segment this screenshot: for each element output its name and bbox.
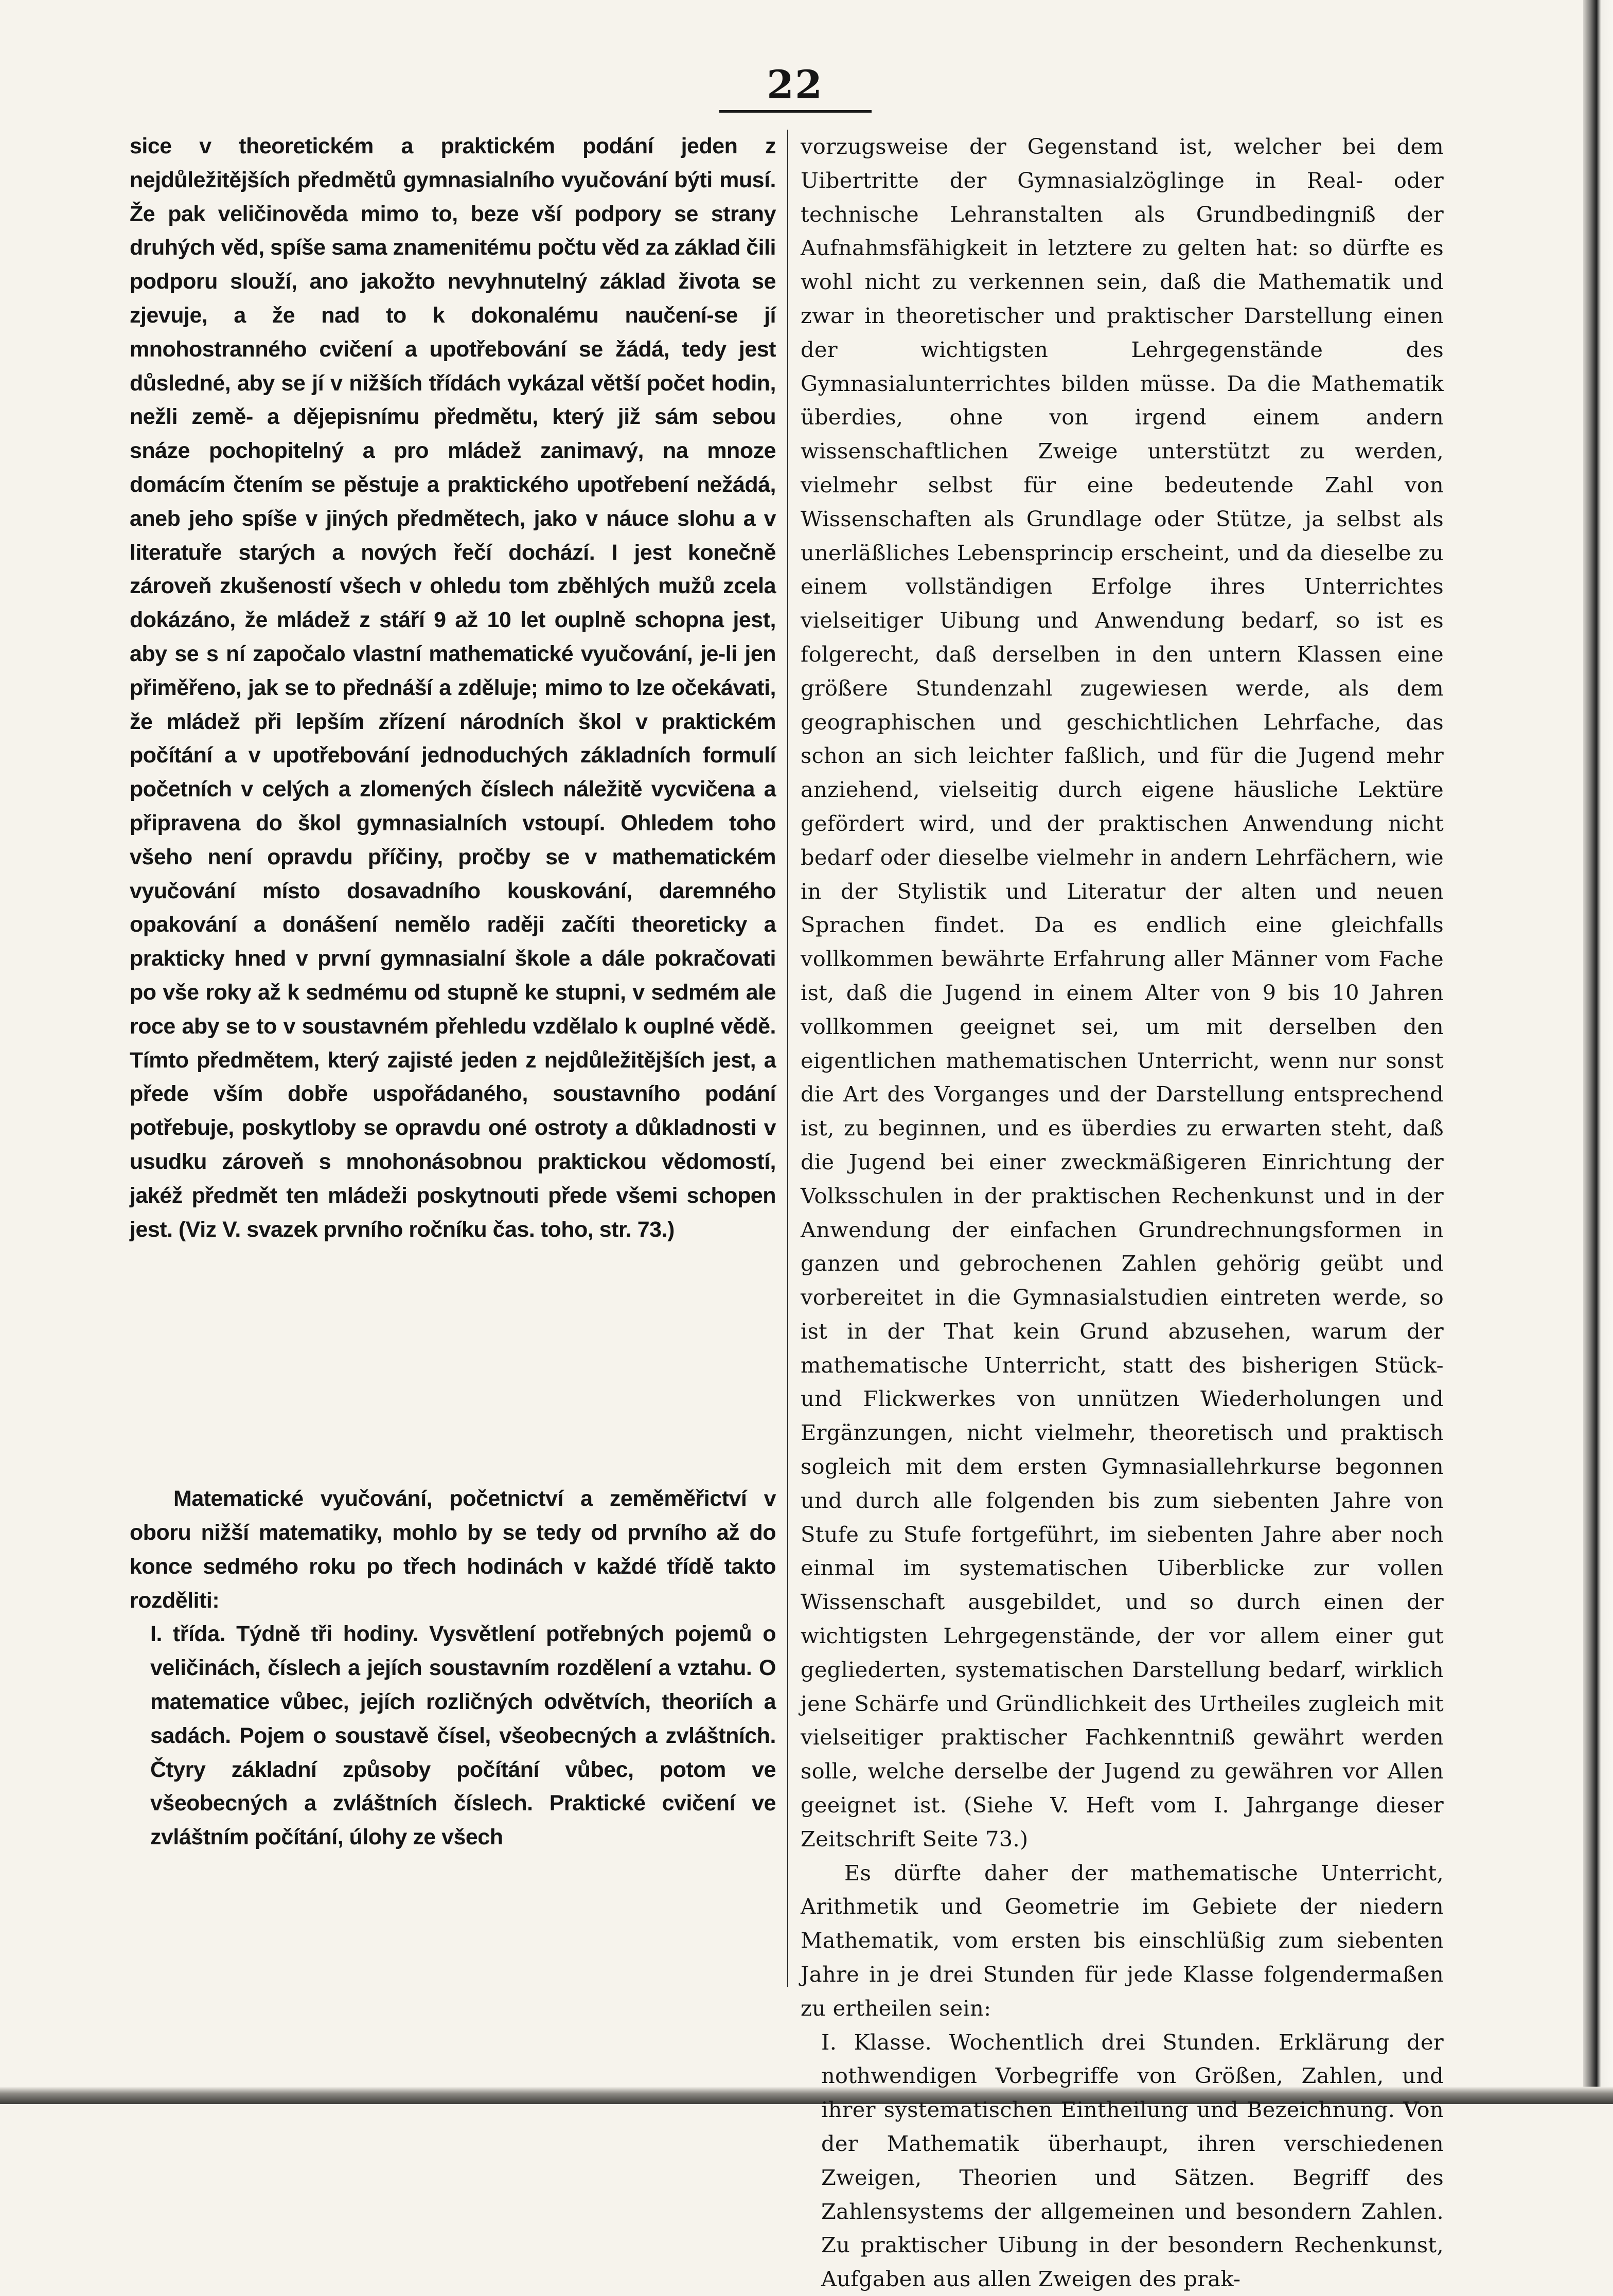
column-divider — [787, 130, 788, 1987]
left-paragraph-3: I. třída. Týdně tři hodiny. Vysvětlení potřebných pojemů o veličinách, číslech a jejích soustavním rozdělení a vztahu. O matematice vůbec, jejích rozličných odvětvích, theoriích a sadách. Pojem o soustavě čísel, všeobecných a zvláštních. Čtyry základní způsoby počítání vůbec, potom ve všeobecných a zvláštních číslech. Praktické cvičení ve zvláštním počítání, úlohy ze všech — [150, 1622, 776, 1850]
right-column-german — [801, 130, 1444, 2296]
page-edge-right — [1583, 0, 1613, 2104]
right-paragraph-2: Es dürfte daher der mathematische Unterricht, Arithmetik und Geometrie im Gebiete der niedern Mathematik, vom ersten bis einschlüßig zum siebenten Jahre in je drei Stunden für jede Klasse folgendermaßen zu ertheilen sein: — [801, 1860, 1444, 2021]
page-number-rule — [719, 110, 872, 113]
left-paragraph-2: Matematické vyučování, početnictví a zeměměřictví v oboru nižší matematiky, mohlo by se tedy od prvního až do konce sedmého roku po třech hodinách v každé třídě takto rozděliti: — [130, 1486, 776, 1613]
right-paragraph-3: I. Klasse. Wochentlich drei Stunden. Erklärung der nothwendigen Vorbegriffe von Größen, Zahlen, und ihrer systematischen Eintheilung und Bezeichnung. Von der Mathematik überhaupt, ihren verschiedenen Zweigen, Theorien und Sätzen. Begriff des Zahlensystems der allgemeinen und besondern Zahlen. Zu praktischer Uibung in der besondern Rechenkunst, Aufgaben aus allen Zweigen des prak- — [821, 2029, 1444, 2292]
left-paragraph-1: sice v theoretickém a praktickém podání jeden z nejdůležitějších předmětů gymnasialního vyučování býti musí. Že pak veličinověda mimo to, beze vší podpory se strany druhých věd, spíše sama znamenitému počtu věd za základ čili podporu slouží, ano jakožto nevyhnutelný základ života se zjevuje, a že nad to k dokonalému naučení-se jí mnohostranného cvičení a upotřebování se žádá, tedy jest důsledné, aby se jí v nižších třídách vykázal větší počet hodin, nežli země- a dějepisnímu předmětu, který již sám sebou snáze pochopitelný a pro mládež zanimavý, na mnoze domácím čtením se pěstuje a praktického upotřebení nežádá, aneb jeho spíše v jiných předmětech, jako v náuce slohu a v literatuře starých a nových řečí dochází. I jest konečně zároveň zkušeností všech v ohledu tom zběhlých mužů zcela dokázáno, že mládež z stáří 9 až 10 let ouplně schopna jest, aby se s ní započalo vlastní mathematické vyučování, je-li jen přiměřeno, jak se to přednáší a zděluje; mimo to lze očekávati, že mládež při lepším zřízení národních škol v praktickém počítání a v upotřebování jednoduchých základních formulí početních v celých a zlomených číslech náležitě vycvičena a připravena do škol gymnasialních vstoupí. Ohledem toho všeho není opravdu příčiny, pročby se v mathematickém vyučování místo dosavadního kouskování, daremného opakování a donášení nemělo raději začíti theoreticky a prakticky hned v první gymnasialní škole a dále pokračovati po vše roky až k sedmému od stupně ke stupni, v sedmém ale roce aby se to v soustavném přehledu vzdělalo k ouplné vědě. Tímto předmětem, který zajisté jeden z nejdůležitějších jest, a přede vším dobře uspořádaného, soustavního podání potřebuje, poskytloby se opravdu oné ostroty a důkladnosti v usudku zároveň s mnohonásobnou praktickou vědomostí, jakéž předmět ten mládeži poskytnouti přede všemi schopen jest. (Viz V. svazek prvního ročníku čas. toho, str. 73.) — [130, 134, 776, 1242]
left-column-czech — [130, 130, 776, 1855]
right-paragraph-1: vorzugsweise der Gegenstand ist, welcher bei dem Uibertritte der Gymnasialzöglinge in Real- oder technische Lehranstalten als Grundbedingniß der Aufnahmsfähigkeit in letztere zu gelten hat: so dürfte es wohl nicht zu verkennen sein, daß die Mathematik und zwar in theoretischer und praktischer Darstellung einen der wichtigsten Lehrgegenstände des Gymnasialunterrichtes bilden müsse. Da die Mathematik überdies, ohne von irgend einem andern wissenschaftlichen Zweige unterstützt zu werden, vielmehr selbst für eine bedeutende Zahl von Wissenschaften als Grundlage oder Stütze, ja selbst als unerläßliches Lebensprincip erscheint, und da dieselbe zu einem vollständigen Erfolge ihres Unterrichtes vielseitiger Uibung und Anwendung bedarf, so ist es folgerecht, daß derselben in den untern Klassen eine größere Stundenzahl zugewiesen werde, als dem geographischen und geschichtlichen Lehrfache, das schon an sich leichter faßlich, und für die Jugend mehr anziehend, vielseitig durch eigene häusliche Lektüre gefördert wird, und der praktischen Anwendung nicht bedarf oder dieselbe vielmehr in andern Lehrfächern, wie in der Stylistik und Literatur der alten und neuen Sprachen findet. Da es endlich eine gleichfalls vollkommen bewährte Erfahrung aller Männer vom Fache ist, daß die Jugend in einem Alter von 9 bis 10 Jahren vollkommen geeignet sei, um mit derselben den eigentlichen mathematischen Unterricht, wenn nur sonst die Art des Vorganges und der Darstellung entsprechend ist, zu beginnen, und es überdies zu erwarten steht, daß die Jugend bei einer zweckmäßigeren Einrichtung der Volksschulen in der praktischen Rechenkunst und in der Anwendung der einfachen Grundrechnungsformen in ganzen und gebrochenen Zahlen gehörig geübt und vorbereitet in die Gymnasialstudien eintreten werde, so ist in der That kein Grund abzusehen, warum der mathematische Unterricht, statt des bisherigen Stück- und Flickwerkes von unnützen Wiederholungen und Ergänzungen, nicht vielmehr, theoretisch und praktisch sogleich mit dem ersten Gymnasiallehrkurse begonnen und durch alle folgenden bis zum siebenten Jahre von Stufe zu Stufe fortgeführt, im siebenten Jahre aber noch einmal im systematischen Uiberblicke zur vollen Wissenschaft ausgebildet, und so durch einen der wichtigsten Lehrgegenstände, der vor allem einer gut gegliederten, systematischen Darstellung bedarf, wirklich jene Schärfe und Gründlichkeit des Urtheiles zugleich mit vielseitiger praktischer Fachkenntniß gewährt werden solle, welche derselbe der Jugend zu gewähren vor Allen geeignet ist. (Siehe V. Heft vom I. Jahrgange dieser Zeitschrift Seite 73.) — [801, 134, 1444, 1852]
page-number: 22 — [767, 62, 823, 108]
